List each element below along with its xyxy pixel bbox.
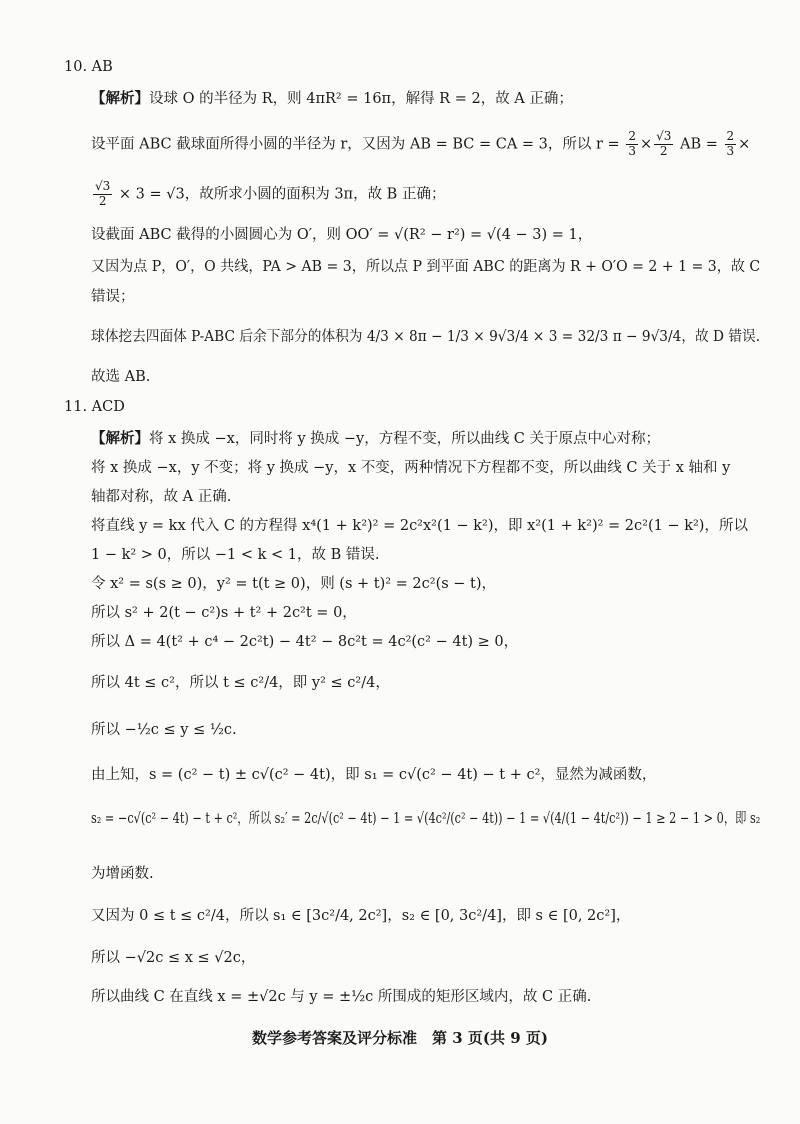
q10-text-1: 设球 O 的半径为 R，则 4πR² = 16π，解得 R = 2，故 A 正确；: [149, 91, 573, 107]
q10-frac-2-3: $\frac{2}{3}$: [628, 129, 636, 158]
q11-line-12: s₂ = −c√(c² − 4t) − t + c²，所以 s₂′ = 2c/√(c² − 4t) − 1 = √(4c²/(c² − 4t)) − 1 = √(4/(1 − 4t/c²)) − 1 ≥ 2 − 1 > 0，即 s₂: [91, 811, 761, 827]
q10-text-2b: AB =: [680, 136, 718, 153]
page-footer: 数学参考答案及评分标准 第 3 页(共 9 页): [252, 1029, 548, 1047]
q11-line-7: 所以 s² + 2(t − c²)s + t² + 2c²t = 0，: [91, 605, 357, 621]
q10-line-1: [91, 92, 573, 107]
q10-line-6: 错误；: [91, 289, 135, 305]
q10-line-3: [91, 180, 445, 209]
q10-text-2a: 设平面 ABC 截球面所得小圆的半径为 r，又因为 AB = BC = CA = 3，所以 r =: [91, 136, 620, 153]
q11-line-1: [91, 432, 660, 447]
q11-line-9: 所以 4t ≤ c²，所以 t ≤ c²/4，即 y² ≤ c²/4，: [91, 675, 390, 691]
q10-line-2: 设平面 ABC 截球面所得小圆的半径为 r，又因为 AB = BC = CA = 3，所以 r = $\frac{2}{3}$ × $\frac{√3}{2}$ AB = $\frac{2}{3}$ ×: [91, 129, 751, 158]
q10-line-5: 又因为点 P，O′，O 共线，PA > AB = 3，所以点 P 到平面 ABC 的距离为 R + O′O = 2 + 1 = 3，故 C: [91, 259, 761, 275]
q10-line-8: 故选 AB.: [91, 369, 151, 385]
q11-analysis-tag: 【解析】: [91, 430, 149, 447]
q11-line-5: 1 − k² > 0，所以 −1 < k < 1，故 B 错误.: [91, 547, 380, 563]
q10-frac-2-3b: $\frac{2}{3}$: [726, 129, 735, 158]
q11-line-16: 所以曲线 C 在直线 x = ±√2c 与 y = ±½c 所围成的矩形区域内，故 C 正确.: [91, 989, 592, 1005]
q11-line-14: 又因为 0 ≤ t ≤ c²/4，所以 s₁ ∈ [3c²/4, 2c²]，s₂ ∈ [0, 3c²/4]，即 s ∈ [0, 2c²]，: [91, 908, 631, 924]
q11-line-6: 令 x² = s(s ≥ 0)，y² = t(t ≥ 0)，则 (s + t)² = 2c²(s − t)，: [91, 576, 497, 592]
q11-line-4: 将直线 y = kx 代入 C 的方程得 x⁴(1 + k²)² = 2c²x²(1 − k²)，即 x²(1 + k²)² = 2c²(1 − k²)，所以: [91, 518, 748, 534]
q10-text-3: × 3 = √3，故所求小圆的面积为 3π，故 B 正确；: [118, 186, 446, 203]
q11-line-10: 所以 −½c ≤ y ≤ ½c.: [91, 722, 237, 738]
q11-line-8: 所以 Δ = 4(t² + c⁴ − 2c²t) − 4t² − 8c²t = 4c²(c² − 4t) ≥ 0，: [91, 634, 519, 650]
q11-line-11: 由上知，s = (c² − t) ± c√(c² − 4t)，即 s₁ = c√(c² − 4t) − t + c²，显然为减函数，: [91, 767, 657, 783]
q10-number: 10. AB: [64, 59, 113, 75]
q11-number: 11. ACD: [64, 399, 125, 415]
q10-analysis-tag: 【解析】: [91, 90, 149, 107]
q10-line-4: 设截面 ABC 截得的小圆圆心为 O′，则 OO′ = √(R² − r²) = √(4 − 3) = 1，: [91, 227, 593, 243]
q10-frac-sqrt3-2b: $\frac{√3}{2}$: [95, 179, 111, 208]
q10-line-7: 球体挖去四面体 P-ABC 后余下部分的体积为 4/3 × 8π − 1/3 × 9√3/4 × 3 = 32/3 π − 9√3/4，故 D 错误.: [91, 329, 761, 345]
q11-text-1: 将 x 换成 −x，同时将 y 换成 −y，方程不变，所以曲线 C 关于原点中心对称；: [149, 431, 661, 447]
q11-line-2: 将 x 换成 −x，y 不变；将 y 换成 −y，x 不变，两种情况下方程都不变，所以曲线 C 关于 x 轴和 y: [91, 460, 731, 476]
q11-line-3: 轴都对称，故 A 正确.: [91, 489, 232, 505]
q11-line-13: 为增函数.: [91, 866, 154, 882]
q10-frac-sqrt3-2: $\frac{√3}{2}$: [656, 129, 672, 158]
q11-line-15: 所以 −√2c ≤ x ≤ √2c，: [91, 950, 256, 966]
